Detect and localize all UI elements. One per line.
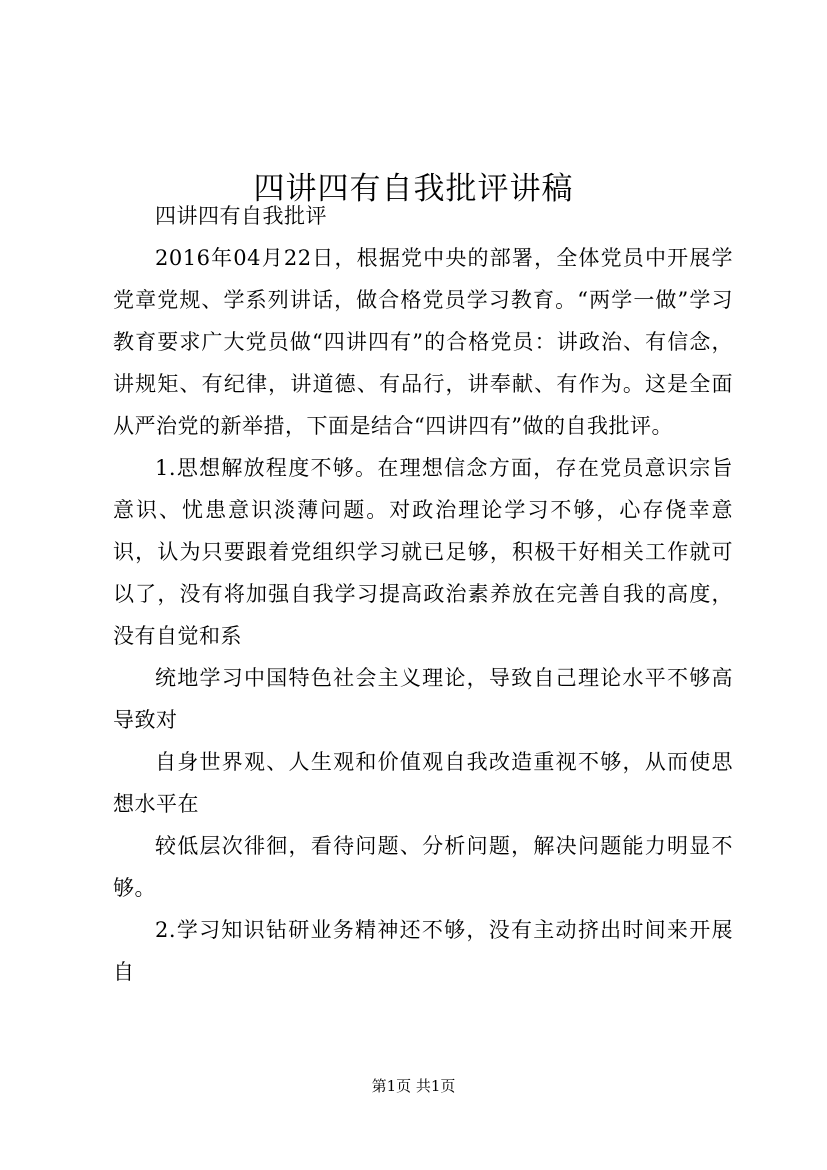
document-title: 四讲四有自我批评讲稿 bbox=[253, 170, 574, 207]
paragraph-intro: 2016年04月22日，根据党中央的部署，全体党员中开展学党章党规、学系列讲话，做合格党员学习教育。“两学一做”学习教育要求广大党员做“四讲四有”的合格党员：讲政治、有信念，讲规矩、有纪律，讲道德、有品行，讲奉献、有作为。这是全面从严治党的新举措，下面是结合“四讲四有”做的自我批评。 bbox=[113, 246, 733, 438]
paragraph-continuation-1: 统地学习中国特色社会主义理论，导致自己理论水平不够高导致对 bbox=[113, 666, 733, 732]
paragraph-subtitle: 四讲四有自我批评 bbox=[155, 204, 327, 228]
paragraph-point-1: 1.思想解放程度不够。在理想信念方面，存在党员意识宗旨意识、忧患意识淡薄问题。对政治理论学习不够，心存侥幸意识，认为只要跟着党组织学习就已足够，积极干好相关工作就可以了，没有将加强自我学习提高政治素养放在完善自我的高度，没有自觉和系 bbox=[113, 456, 733, 648]
paragraph-continuation-2: 自身世界观、人生观和价值观自我改造重视不够，从而使思想水平在 bbox=[113, 750, 733, 816]
page-footer: 第1页 共1页 bbox=[371, 1077, 456, 1095]
paragraph-point-2: 2.学习知识钻研业务精神还不够，没有主动挤出时间来开展自 bbox=[113, 918, 733, 984]
paragraph-continuation-3: 较低层次徘徊，看待问题、分析问题，解决问题能力明显不够。 bbox=[113, 834, 733, 900]
document-body bbox=[113, 195, 733, 993]
